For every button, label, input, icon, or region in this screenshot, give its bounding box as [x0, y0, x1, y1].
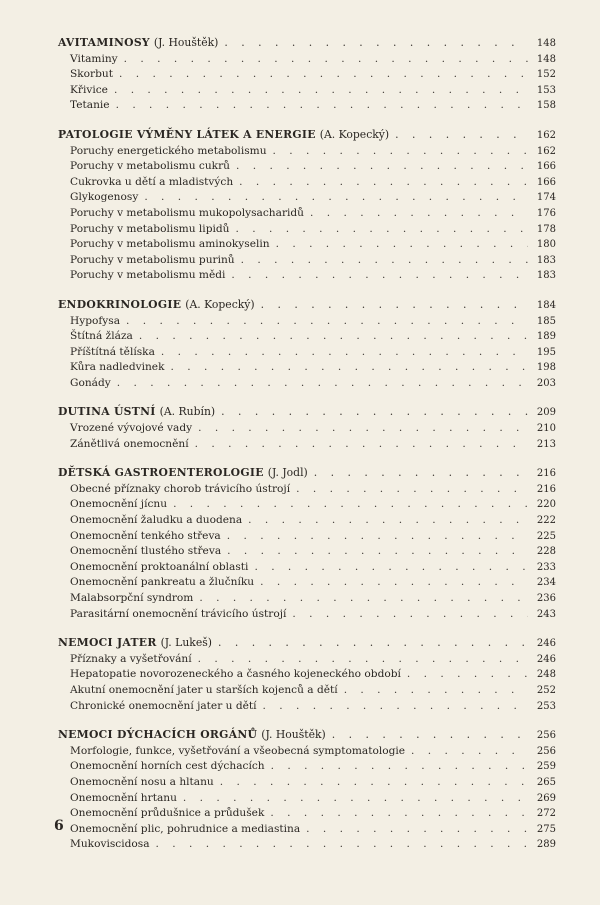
entry-label: Příznaky a vyšetřování: [70, 652, 192, 665]
entry-label: Vitaminy: [70, 52, 118, 65]
page-number: 203: [536, 377, 556, 389]
page-number: 248: [536, 669, 556, 681]
entry-label: Kůra nadledvinek: [70, 361, 165, 374]
page-number: 166: [536, 161, 556, 173]
entry-label: Onemocnění pankreatu a žlučníku: [70, 576, 255, 589]
entry-label: Příštítná tělíska: [70, 345, 155, 358]
page-number: 216: [536, 468, 556, 480]
page-number: 275: [536, 823, 556, 835]
entry-label: Onemocnění tlustého střeva: [70, 545, 222, 558]
section-author: (J. Houštěk): [153, 36, 219, 49]
toc-entry: [58, 345, 556, 361]
dot-leader: [161, 345, 528, 360]
page-number: 259: [536, 761, 556, 773]
toc-section-nemoci-jater: [58, 636, 556, 714]
toc-entry: [58, 482, 556, 498]
dot-leader: [270, 806, 528, 821]
toc-entry: [58, 806, 556, 822]
toc-entry: [58, 667, 556, 683]
entry-label: Poruchy v metabolismu mukopolysacharidů: [70, 206, 304, 219]
toc-entry: [58, 775, 556, 791]
page-number: 256: [536, 730, 556, 742]
page-number: 272: [536, 808, 556, 820]
dot-leader: [263, 699, 528, 714]
dot-leader: [124, 52, 528, 67]
page-number: 256: [536, 745, 556, 757]
toc-entry: [58, 314, 556, 330]
entry-label: Malabsorpční syndrom: [70, 592, 194, 604]
dot-leader: [344, 683, 528, 698]
page-number: 184: [536, 299, 556, 311]
toc-entry: [58, 759, 556, 775]
entry-label: Onemocnění hrtanu: [70, 791, 177, 804]
toc-section-endokrinologie: [58, 298, 556, 392]
dot-leader: [332, 728, 528, 743]
toc-entry: [58, 497, 556, 513]
toc-entry: [58, 159, 556, 175]
page-number: 209: [536, 407, 556, 419]
toc-section-gastroenterologie: [58, 466, 556, 622]
section-title: NEMOCI DÝCHACÍCH ORGÁNŮ: [58, 728, 258, 742]
page-number: 228: [536, 546, 556, 558]
page-number: 176: [536, 207, 556, 219]
toc-entry: [58, 683, 556, 699]
page-number: 153: [536, 84, 556, 96]
entry-label: Poruchy v metabolismu aminokyselin: [70, 238, 270, 251]
entry-label: Akutní onemocnění jater u starších kojenců a dětí: [70, 683, 338, 696]
page-number: 148: [536, 38, 556, 49]
page-number: 148: [536, 53, 556, 65]
toc-section-avitaminosy: [58, 36, 556, 114]
page-number: 243: [536, 608, 556, 620]
entry-label: Onemocnění tenkého střeva: [70, 529, 221, 542]
dot-leader: [220, 775, 528, 790]
section-author: (A. Rubín): [159, 405, 216, 419]
entry-label: Poruchy energetického metabolismu: [70, 144, 267, 157]
dot-leader: [114, 83, 528, 98]
toc-entry: [58, 837, 556, 853]
entry-label: Obecné příznaky chorob trávicího ústrojí: [70, 482, 291, 495]
dot-leader: [117, 376, 528, 391]
section-title: DĚTSKÁ GASTROENTEROLOGIE: [58, 466, 264, 480]
page-number: 162: [536, 129, 556, 141]
page-number: 183: [536, 254, 556, 266]
dot-leader: [310, 206, 528, 221]
entry-label: Onemocnění průdušnice a průdušek: [70, 807, 265, 820]
page-number: 220: [536, 499, 556, 511]
page-number: 166: [536, 176, 556, 188]
page-number: 210: [536, 423, 556, 435]
page-number: 178: [536, 223, 556, 235]
entry-label: Poruchy v metabolismu mědi: [70, 269, 226, 282]
toc-entry: [58, 560, 556, 576]
entry-label: Štítná žláza: [70, 330, 133, 343]
dot-leader: [261, 298, 528, 313]
entry-label: Vrozené vývojové vady: [70, 422, 193, 435]
page-number: 216: [536, 483, 556, 495]
page-number: 180: [536, 239, 556, 251]
toc-entry: [58, 144, 556, 160]
dot-leader: [407, 667, 528, 682]
toc-entry: [58, 175, 556, 191]
toc-section-dutina-ustni: [58, 405, 556, 452]
entry-label: Poruchy v metabolismu lipidů: [70, 222, 230, 235]
section-author: (J. Jodl): [267, 466, 308, 480]
toc-entry: [58, 268, 556, 284]
toc-entry: [58, 222, 556, 238]
dot-leader: [198, 652, 528, 667]
page-number: 174: [536, 192, 556, 204]
dot-leader: [227, 544, 528, 559]
dot-leader: [395, 128, 528, 143]
entry-label: Parasitární onemocnění trávicího ústrojí: [70, 607, 287, 620]
toc-entry: [58, 513, 556, 529]
entry-label: Morfologie, funkce, vyšetřování a všeobecná symptomatologie: [70, 744, 406, 757]
toc-entry: [58, 98, 556, 114]
entry-label: Poruchy v metabolismu cukrů: [70, 160, 230, 173]
entry-label: Onemocnění proktoanální oblasti: [70, 560, 249, 573]
page-number: 158: [536, 100, 556, 112]
page-number: 265: [536, 776, 556, 788]
entry-label: Onemocnění žaludku a duodena: [70, 514, 243, 527]
toc-entry: [58, 376, 556, 392]
dot-leader: [260, 575, 528, 590]
section-title: AVITAMINOSY: [58, 36, 150, 49]
dot-leader: [199, 591, 528, 606]
section-author: (J. Lukeš): [160, 636, 212, 650]
page-number: 246: [536, 653, 556, 665]
section-title: ENDOKRINOLOGIE: [58, 297, 182, 311]
page-folio: 6: [54, 818, 64, 834]
dot-leader: [235, 222, 528, 237]
page-number: 152: [536, 69, 556, 81]
toc-entry: [58, 360, 556, 376]
page-number: 189: [536, 331, 556, 343]
section-heading: [58, 298, 556, 314]
section-heading: [58, 728, 556, 744]
entry-label: Skorbut: [70, 68, 113, 81]
toc-section-patologie: [58, 128, 556, 284]
page-number: 185: [536, 315, 556, 327]
entry-label: Chronické onemocnění jater u dětí: [70, 699, 257, 712]
toc-entry: [58, 206, 556, 222]
dot-leader: [271, 759, 528, 774]
toc-entry: [58, 529, 556, 545]
toc-entry: [58, 83, 556, 99]
entry-label: Onemocnění jícnu: [70, 498, 168, 511]
section-heading: [58, 128, 556, 144]
dot-leader: [306, 822, 528, 837]
toc-entry: [58, 237, 556, 253]
toc-entry: [58, 190, 556, 206]
toc-entry: [58, 67, 556, 83]
dot-leader: [254, 560, 528, 575]
page-number: 213: [536, 438, 556, 450]
dot-leader: [314, 466, 528, 481]
page-number: 222: [536, 515, 556, 527]
dot-leader: [239, 175, 528, 190]
toc-entry: [58, 52, 556, 68]
toc-entry: [58, 544, 556, 560]
entry-label: Gonády: [70, 376, 111, 389]
page-number: 289: [536, 839, 556, 851]
dot-leader: [241, 253, 528, 268]
toc-entry: [58, 699, 556, 715]
dot-leader: [248, 513, 528, 528]
toc-section-dychaci-organy: [58, 728, 556, 853]
dot-leader: [139, 329, 528, 344]
entry-label: Onemocnění plic, pohrudnice a mediastina: [70, 822, 301, 835]
page-number: 162: [536, 145, 556, 157]
dot-leader: [119, 67, 528, 82]
entry-label: Hypofysa: [70, 314, 121, 327]
dot-leader: [411, 744, 528, 759]
section-heading: [58, 636, 556, 652]
toc-entry: [58, 744, 556, 760]
entry-label: Onemocnění horních cest dýchacích: [70, 760, 265, 773]
dot-leader: [227, 529, 528, 544]
entry-label: Poruchy v metabolismu purinů: [70, 253, 235, 266]
dot-leader: [126, 314, 528, 329]
entry-label: Hepatopatie novorozeneckého a časného kojeneckého období: [70, 668, 401, 681]
dot-leader: [292, 607, 528, 622]
dot-leader: [224, 36, 528, 51]
dot-leader: [221, 405, 528, 420]
dot-leader: [231, 268, 528, 283]
toc-entry: [58, 822, 556, 838]
entry-label: Mukoviscidosa: [70, 838, 150, 851]
page-number: 225: [536, 530, 556, 542]
dot-leader: [273, 144, 528, 159]
page-number: 253: [536, 700, 556, 712]
dot-leader: [173, 497, 528, 512]
toc-entry: [58, 437, 556, 453]
page-number: 252: [536, 684, 556, 696]
page-number: 183: [536, 270, 556, 282]
section-title: NEMOCI JATER: [58, 636, 157, 650]
entry-label: Tetanie: [70, 99, 110, 112]
dot-leader: [296, 482, 528, 497]
page-number: 236: [536, 593, 556, 604]
toc-entry: [58, 652, 556, 668]
toc-entry: [58, 575, 556, 591]
entry-label: Onemocnění nosu a hltanu: [70, 775, 214, 788]
table-of-contents: [58, 36, 556, 867]
section-author: (A. Kopecký): [319, 127, 390, 141]
page-number: 246: [536, 638, 556, 650]
page-number: 269: [536, 792, 556, 804]
section-title: DUTINA ÚSTNÍ: [58, 405, 156, 419]
section-author: (A. Kopecký): [185, 297, 255, 311]
dot-leader: [198, 421, 528, 436]
dot-leader: [144, 190, 528, 205]
page-number: 198: [536, 362, 556, 374]
section-heading: [58, 405, 556, 421]
dot-leader: [195, 437, 528, 452]
section-heading: [58, 466, 556, 482]
dot-leader: [218, 636, 528, 651]
toc-entry: [58, 791, 556, 807]
toc-entry: [58, 421, 556, 437]
page-number: 234: [536, 577, 556, 589]
section-title: PATOLOGIE VÝMĚNY LÁTEK A ENERGIE: [58, 127, 316, 141]
dot-leader: [171, 360, 529, 375]
dot-leader: [183, 791, 528, 806]
page-number: 195: [536, 346, 556, 358]
entry-label: Křivice: [70, 83, 108, 96]
dot-leader: [156, 837, 528, 852]
section-heading: [58, 36, 556, 52]
toc-entry: [58, 329, 556, 345]
dot-leader: [276, 237, 528, 252]
toc-entry: [58, 607, 556, 623]
entry-label: Glykogenosy: [70, 191, 139, 204]
page-number: 233: [536, 561, 556, 573]
section-author: (J. Houštěk): [261, 728, 326, 742]
toc-entry: [58, 253, 556, 269]
entry-label: Cukrovka u dětí a mladistvých: [70, 175, 234, 188]
dot-leader: [116, 98, 528, 113]
entry-label: Zánětlivá onemocnění: [70, 437, 189, 450]
toc-entry: [58, 591, 556, 607]
dot-leader: [236, 159, 528, 174]
